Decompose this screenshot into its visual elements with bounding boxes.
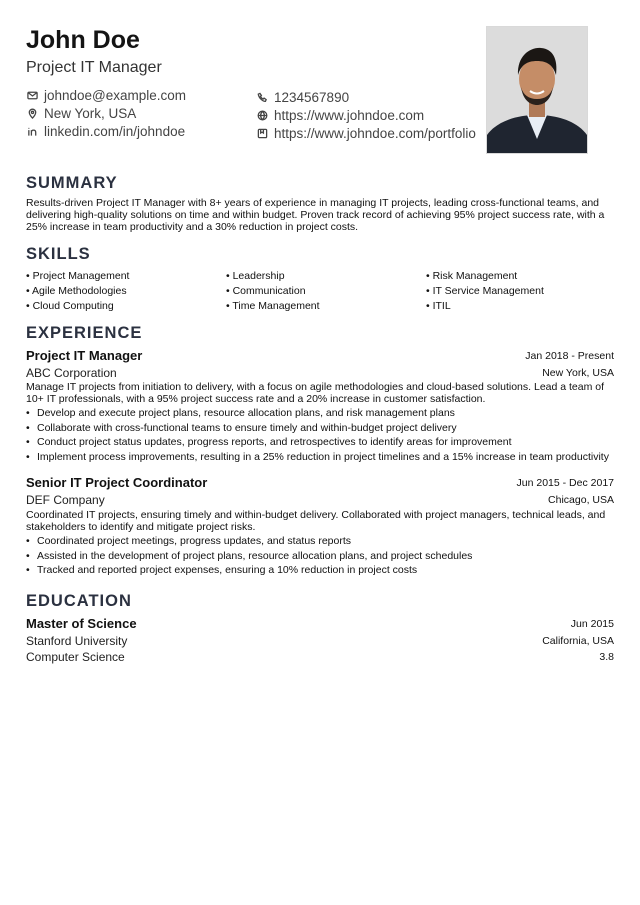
globe-icon <box>256 110 268 122</box>
job-title: Project IT Manager <box>26 348 143 363</box>
job-company: DEF Company <box>26 493 105 507</box>
phone-icon <box>256 92 268 104</box>
education-location: California, USA <box>542 635 614 647</box>
job-location: Chicago, USA <box>548 494 614 506</box>
job-bullet: • Assisted in the development of project plans, resource allocation plans, and project schedules <box>26 549 616 564</box>
job-title: Senior IT Project Coordinator <box>26 475 208 490</box>
contact-location-text: New York, USA <box>44 106 137 121</box>
contact-linkedin-text: linkedin.com/in/johndoe <box>44 124 186 139</box>
candidate-title: Project IT Manager <box>26 59 162 76</box>
contact-phone-text: 1234567890 <box>274 90 350 105</box>
job-bullet-list <box>26 534 616 578</box>
experience-heading: EXPERIENCE <box>26 324 143 342</box>
candidate-name: John Doe <box>26 26 140 54</box>
skill-item: • Risk Management <box>426 270 518 282</box>
job-description: Coordinated IT projects, ensuring timely and within-budget delivery. Collaborated with project managers, technical leads, and stakeholders to identify and mitigate project risks. <box>26 509 606 533</box>
job-dates: Jun 2015 - Dec 2017 <box>516 477 614 489</box>
contact-list <box>26 88 476 148</box>
job-bullet: • Tracked and reported project expenses, ensuring a 10% reduction in project costs <box>26 563 616 578</box>
skill-item: • Agile Methodologies <box>26 285 127 297</box>
contact-location <box>26 106 136 121</box>
education-heading: EDUCATION <box>26 592 132 610</box>
skill-item: • Communication <box>226 285 306 297</box>
contact-phone[interactable] <box>256 90 349 105</box>
skill-item: • Leadership <box>226 270 285 282</box>
job-bullet: • Implement process improvements, resulting in a 25% reduction in project timelines and a 15% increase in team productivity <box>26 450 616 465</box>
job-bullet: • Conduct project status updates, progress reports, and retrospectives to identify areas for improvement <box>26 435 616 450</box>
skill-item: • IT Service Management <box>426 285 544 297</box>
summary-text: Results-driven Project IT Manager with 8+ years of experience in managing IT projects, leading cross-functional teams, and delivering high-quality solutions on time and within budget. Proven track record of achieving 95% project success rate, with a 25% increase in team productivity and a 30% reduction in project costs. <box>26 197 605 233</box>
skills-heading: SKILLS <box>26 245 91 263</box>
mail-icon <box>26 90 38 102</box>
profile-photo <box>486 26 588 154</box>
portfolio-icon <box>256 128 268 140</box>
education-gpa: 3.8 <box>599 651 614 663</box>
map-pin-icon <box>26 108 38 120</box>
skill-item: • Project Management <box>26 270 130 282</box>
contact-email[interactable] <box>26 88 186 103</box>
contact-portfolio[interactable] <box>256 126 476 141</box>
job-company: ABC Corporation <box>26 366 117 380</box>
education-field: Computer Science <box>26 650 125 664</box>
education-degree: Master of Science <box>26 616 137 631</box>
contact-linkedin[interactable] <box>26 124 185 139</box>
education-date: Jun 2015 <box>570 618 614 630</box>
job-bullet: • Coordinated project meetings, progress updates, and status reports <box>26 534 616 549</box>
contact-email-text: johndoe@example.com <box>44 88 187 103</box>
linkedin-icon <box>26 126 38 138</box>
job-bullet: • Develop and execute project plans, resource allocation plans, and risk management plans <box>26 406 616 421</box>
contact-website-text: https://www.johndoe.com <box>274 108 425 123</box>
job-dates: Jan 2018 - Present <box>525 350 614 362</box>
job-bullet: • Collaborate with cross-functional teams to ensure timely and within-budget project delivery <box>26 421 616 436</box>
job-bullet-list <box>26 406 616 465</box>
skill-item: • ITIL <box>426 300 451 312</box>
job-location: New York, USA <box>542 367 614 379</box>
contact-portfolio-text: https://www.johndoe.com/portfolio <box>274 126 476 141</box>
skill-item: • Cloud Computing <box>26 300 114 312</box>
skill-item: • Time Management <box>226 300 320 312</box>
education-school: Stanford University <box>26 634 128 648</box>
job-description: Manage IT projects from initiation to delivery, with a focus on agile methodologies and cloud-based solutions. Lead a team of 10+ IT professionals, with a 95% project success rate and a 20% increase in customer satisfaction. <box>26 381 605 405</box>
summary-heading: SUMMARY <box>26 174 118 192</box>
resume-header <box>26 24 476 148</box>
contact-website[interactable] <box>256 108 424 123</box>
